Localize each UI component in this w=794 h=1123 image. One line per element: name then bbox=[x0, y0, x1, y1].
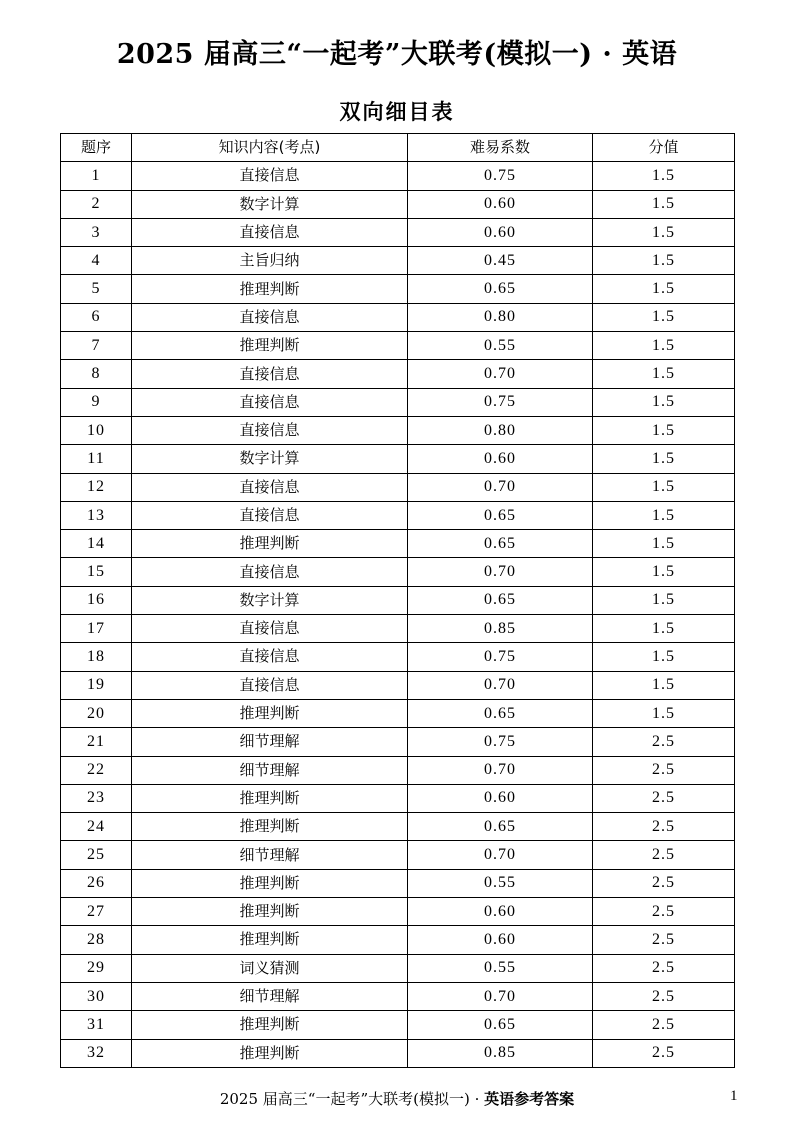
question-number-cell: 31 bbox=[61, 1011, 132, 1039]
score-cell: 1.5 bbox=[593, 416, 735, 444]
table-header bbox=[61, 134, 735, 162]
table-row bbox=[61, 784, 735, 812]
difficulty-cell: 0.80 bbox=[408, 416, 593, 444]
score-cell: 2.5 bbox=[593, 982, 735, 1010]
difficulty-cell: 0.65 bbox=[408, 530, 593, 558]
difficulty-cell: 0.65 bbox=[408, 275, 593, 303]
question-number-cell: 12 bbox=[61, 473, 132, 501]
score-cell: 2.5 bbox=[593, 728, 735, 756]
knowledge-content-cell: 直接信息 bbox=[132, 473, 408, 501]
question-number-cell: 27 bbox=[61, 898, 132, 926]
question-number-cell: 24 bbox=[61, 813, 132, 841]
table-row bbox=[61, 756, 735, 784]
knowledge-content-cell: 直接信息 bbox=[132, 416, 408, 444]
header-row bbox=[61, 134, 735, 162]
knowledge-content-cell: 细节理解 bbox=[132, 728, 408, 756]
knowledge-content-cell: 细节理解 bbox=[132, 982, 408, 1010]
difficulty-cell: 0.75 bbox=[408, 162, 593, 190]
difficulty-cell: 0.65 bbox=[408, 699, 593, 727]
knowledge-content-cell: 主旨归纳 bbox=[132, 247, 408, 275]
score-cell: 1.5 bbox=[593, 615, 735, 643]
question-number-cell: 30 bbox=[61, 982, 132, 1010]
difficulty-cell: 0.60 bbox=[408, 926, 593, 954]
question-number-cell: 21 bbox=[61, 728, 132, 756]
score-cell: 1.5 bbox=[593, 303, 735, 331]
table-row bbox=[61, 926, 735, 954]
table-row bbox=[61, 445, 735, 473]
question-number-cell: 3 bbox=[61, 218, 132, 246]
knowledge-content-cell: 直接信息 bbox=[132, 558, 408, 586]
table-row bbox=[61, 473, 735, 501]
question-number-cell: 7 bbox=[61, 332, 132, 360]
knowledge-content-cell: 直接信息 bbox=[132, 671, 408, 699]
table-row bbox=[61, 530, 735, 558]
table-row bbox=[61, 615, 735, 643]
question-number-cell: 25 bbox=[61, 841, 132, 869]
footer-text: 2025 届高三“一起考”大联考(模拟一) · bbox=[219, 1090, 485, 1108]
difficulty-cell: 0.85 bbox=[408, 1039, 593, 1067]
difficulty-cell: 0.85 bbox=[408, 615, 593, 643]
score-cell: 2.5 bbox=[593, 898, 735, 926]
difficulty-cell: 0.45 bbox=[408, 247, 593, 275]
score-cell: 1.5 bbox=[593, 162, 735, 190]
table-row bbox=[61, 699, 735, 727]
difficulty-cell: 0.60 bbox=[408, 898, 593, 926]
knowledge-content-cell: 数字计算 bbox=[132, 190, 408, 218]
knowledge-content-cell: 推理判断 bbox=[132, 898, 408, 926]
table-row bbox=[61, 898, 735, 926]
table-row bbox=[61, 813, 735, 841]
knowledge-content-cell: 推理判断 bbox=[132, 813, 408, 841]
table-row bbox=[61, 982, 735, 1010]
difficulty-cell: 0.65 bbox=[408, 1011, 593, 1039]
header-knowledge-content: 知识内容(考点) bbox=[132, 134, 408, 162]
difficulty-cell: 0.70 bbox=[408, 756, 593, 784]
question-number-cell: 4 bbox=[61, 247, 132, 275]
table-row bbox=[61, 1011, 735, 1039]
table-row bbox=[61, 869, 735, 897]
difficulty-cell: 0.70 bbox=[408, 671, 593, 699]
knowledge-content-cell: 推理判断 bbox=[132, 1011, 408, 1039]
table-row bbox=[61, 360, 735, 388]
document-title: 2025 届高三“一起考”大联考(模拟一) · 英语 bbox=[116, 39, 678, 70]
question-number-cell: 19 bbox=[61, 671, 132, 699]
score-cell: 1.5 bbox=[593, 586, 735, 614]
header-difficulty: 难易系数 bbox=[408, 134, 593, 162]
question-number-cell: 9 bbox=[61, 388, 132, 416]
score-cell: 2.5 bbox=[593, 813, 735, 841]
question-number-cell: 32 bbox=[61, 1039, 132, 1067]
question-number-cell: 13 bbox=[61, 501, 132, 529]
question-number-cell: 16 bbox=[61, 586, 132, 614]
question-number-cell: 29 bbox=[61, 954, 132, 982]
question-number-cell: 1 bbox=[61, 162, 132, 190]
table-row bbox=[61, 558, 735, 586]
score-cell: 2.5 bbox=[593, 756, 735, 784]
question-number-cell: 26 bbox=[61, 869, 132, 897]
question-number-cell: 6 bbox=[61, 303, 132, 331]
difficulty-cell: 0.70 bbox=[408, 982, 593, 1010]
score-cell: 2.5 bbox=[593, 954, 735, 982]
footer-subject: 英语参考答案 bbox=[484, 1090, 575, 1108]
page-footer bbox=[0, 1088, 794, 1109]
difficulty-cell: 0.75 bbox=[408, 728, 593, 756]
knowledge-content-cell: 直接信息 bbox=[132, 615, 408, 643]
knowledge-content-cell: 直接信息 bbox=[132, 360, 408, 388]
difficulty-cell: 0.55 bbox=[408, 954, 593, 982]
table-row bbox=[61, 275, 735, 303]
score-cell: 2.5 bbox=[593, 1011, 735, 1039]
table-row bbox=[61, 218, 735, 246]
score-cell: 2.5 bbox=[593, 869, 735, 897]
table-row bbox=[61, 303, 735, 331]
question-number-cell: 17 bbox=[61, 615, 132, 643]
knowledge-content-cell: 推理判断 bbox=[132, 530, 408, 558]
table-body bbox=[61, 162, 735, 1068]
table-row bbox=[61, 671, 735, 699]
table-row bbox=[61, 643, 735, 671]
question-number-cell: 23 bbox=[61, 784, 132, 812]
knowledge-content-cell: 直接信息 bbox=[132, 303, 408, 331]
question-number-cell: 14 bbox=[61, 530, 132, 558]
question-number-cell: 18 bbox=[61, 643, 132, 671]
table-row bbox=[61, 1039, 735, 1067]
difficulty-cell: 0.75 bbox=[408, 643, 593, 671]
table-row bbox=[61, 841, 735, 869]
knowledge-content-cell: 直接信息 bbox=[132, 388, 408, 416]
table-row bbox=[61, 416, 735, 444]
question-number-cell: 5 bbox=[61, 275, 132, 303]
question-number-cell: 15 bbox=[61, 558, 132, 586]
table-row bbox=[61, 728, 735, 756]
question-number-cell: 20 bbox=[61, 699, 132, 727]
score-cell: 1.5 bbox=[593, 332, 735, 360]
knowledge-content-cell: 推理判断 bbox=[132, 275, 408, 303]
question-number-cell: 28 bbox=[61, 926, 132, 954]
table-row bbox=[61, 332, 735, 360]
knowledge-content-cell: 直接信息 bbox=[132, 501, 408, 529]
table-row bbox=[61, 501, 735, 529]
difficulty-cell: 0.75 bbox=[408, 388, 593, 416]
score-cell: 1.5 bbox=[593, 388, 735, 416]
knowledge-content-cell: 直接信息 bbox=[132, 218, 408, 246]
table-row bbox=[61, 247, 735, 275]
score-cell: 1.5 bbox=[593, 275, 735, 303]
question-number-cell: 11 bbox=[61, 445, 132, 473]
knowledge-content-cell: 推理判断 bbox=[132, 926, 408, 954]
table-row bbox=[61, 586, 735, 614]
table-row bbox=[61, 954, 735, 982]
knowledge-content-cell: 推理判断 bbox=[132, 869, 408, 897]
table-row bbox=[61, 190, 735, 218]
knowledge-content-cell: 直接信息 bbox=[132, 162, 408, 190]
knowledge-content-cell: 细节理解 bbox=[132, 756, 408, 784]
difficulty-cell: 0.70 bbox=[408, 360, 593, 388]
score-cell: 1.5 bbox=[593, 643, 735, 671]
score-cell: 2.5 bbox=[593, 784, 735, 812]
score-cell: 2.5 bbox=[593, 1039, 735, 1067]
knowledge-content-cell: 推理判断 bbox=[132, 1039, 408, 1067]
knowledge-content-cell: 推理判断 bbox=[132, 784, 408, 812]
difficulty-cell: 0.60 bbox=[408, 784, 593, 812]
score-cell: 1.5 bbox=[593, 190, 735, 218]
difficulty-cell: 0.65 bbox=[408, 586, 593, 614]
difficulty-cell: 0.65 bbox=[408, 813, 593, 841]
score-cell: 1.5 bbox=[593, 445, 735, 473]
difficulty-cell: 0.70 bbox=[408, 558, 593, 586]
difficulty-cell: 0.60 bbox=[408, 190, 593, 218]
difficulty-cell: 0.55 bbox=[408, 332, 593, 360]
difficulty-cell: 0.80 bbox=[408, 303, 593, 331]
knowledge-content-cell: 数字计算 bbox=[132, 586, 408, 614]
knowledge-content-cell: 词义猜测 bbox=[132, 954, 408, 982]
score-cell: 1.5 bbox=[593, 360, 735, 388]
difficulty-cell: 0.60 bbox=[408, 218, 593, 246]
difficulty-cell: 0.70 bbox=[408, 841, 593, 869]
knowledge-content-cell: 数字计算 bbox=[132, 445, 408, 473]
section-title: 双向细目表 bbox=[339, 100, 455, 124]
score-cell: 1.5 bbox=[593, 473, 735, 501]
score-cell: 1.5 bbox=[593, 218, 735, 246]
knowledge-content-cell: 推理判断 bbox=[132, 699, 408, 727]
question-number-cell: 10 bbox=[61, 416, 132, 444]
knowledge-content-cell: 推理判断 bbox=[132, 332, 408, 360]
question-number-cell: 2 bbox=[61, 190, 132, 218]
score-cell: 1.5 bbox=[593, 501, 735, 529]
score-cell: 2.5 bbox=[593, 841, 735, 869]
score-cell: 1.5 bbox=[593, 558, 735, 586]
difficulty-cell: 0.60 bbox=[408, 445, 593, 473]
knowledge-content-cell: 直接信息 bbox=[132, 643, 408, 671]
score-cell: 1.5 bbox=[593, 699, 735, 727]
difficulty-cell: 0.55 bbox=[408, 869, 593, 897]
table-row bbox=[61, 388, 735, 416]
page-number: 1 bbox=[730, 1088, 738, 1104]
header-score: 分值 bbox=[593, 134, 735, 162]
question-number-cell: 22 bbox=[61, 756, 132, 784]
knowledge-content-cell: 细节理解 bbox=[132, 841, 408, 869]
question-number-cell: 8 bbox=[61, 360, 132, 388]
score-cell: 1.5 bbox=[593, 247, 735, 275]
table-row bbox=[61, 162, 735, 190]
difficulty-cell: 0.70 bbox=[408, 473, 593, 501]
score-cell: 1.5 bbox=[593, 671, 735, 699]
header-question-number: 题序 bbox=[61, 134, 132, 162]
score-cell: 2.5 bbox=[593, 926, 735, 954]
difficulty-cell: 0.65 bbox=[408, 501, 593, 529]
score-cell: 1.5 bbox=[593, 530, 735, 558]
specification-table bbox=[60, 133, 735, 1068]
